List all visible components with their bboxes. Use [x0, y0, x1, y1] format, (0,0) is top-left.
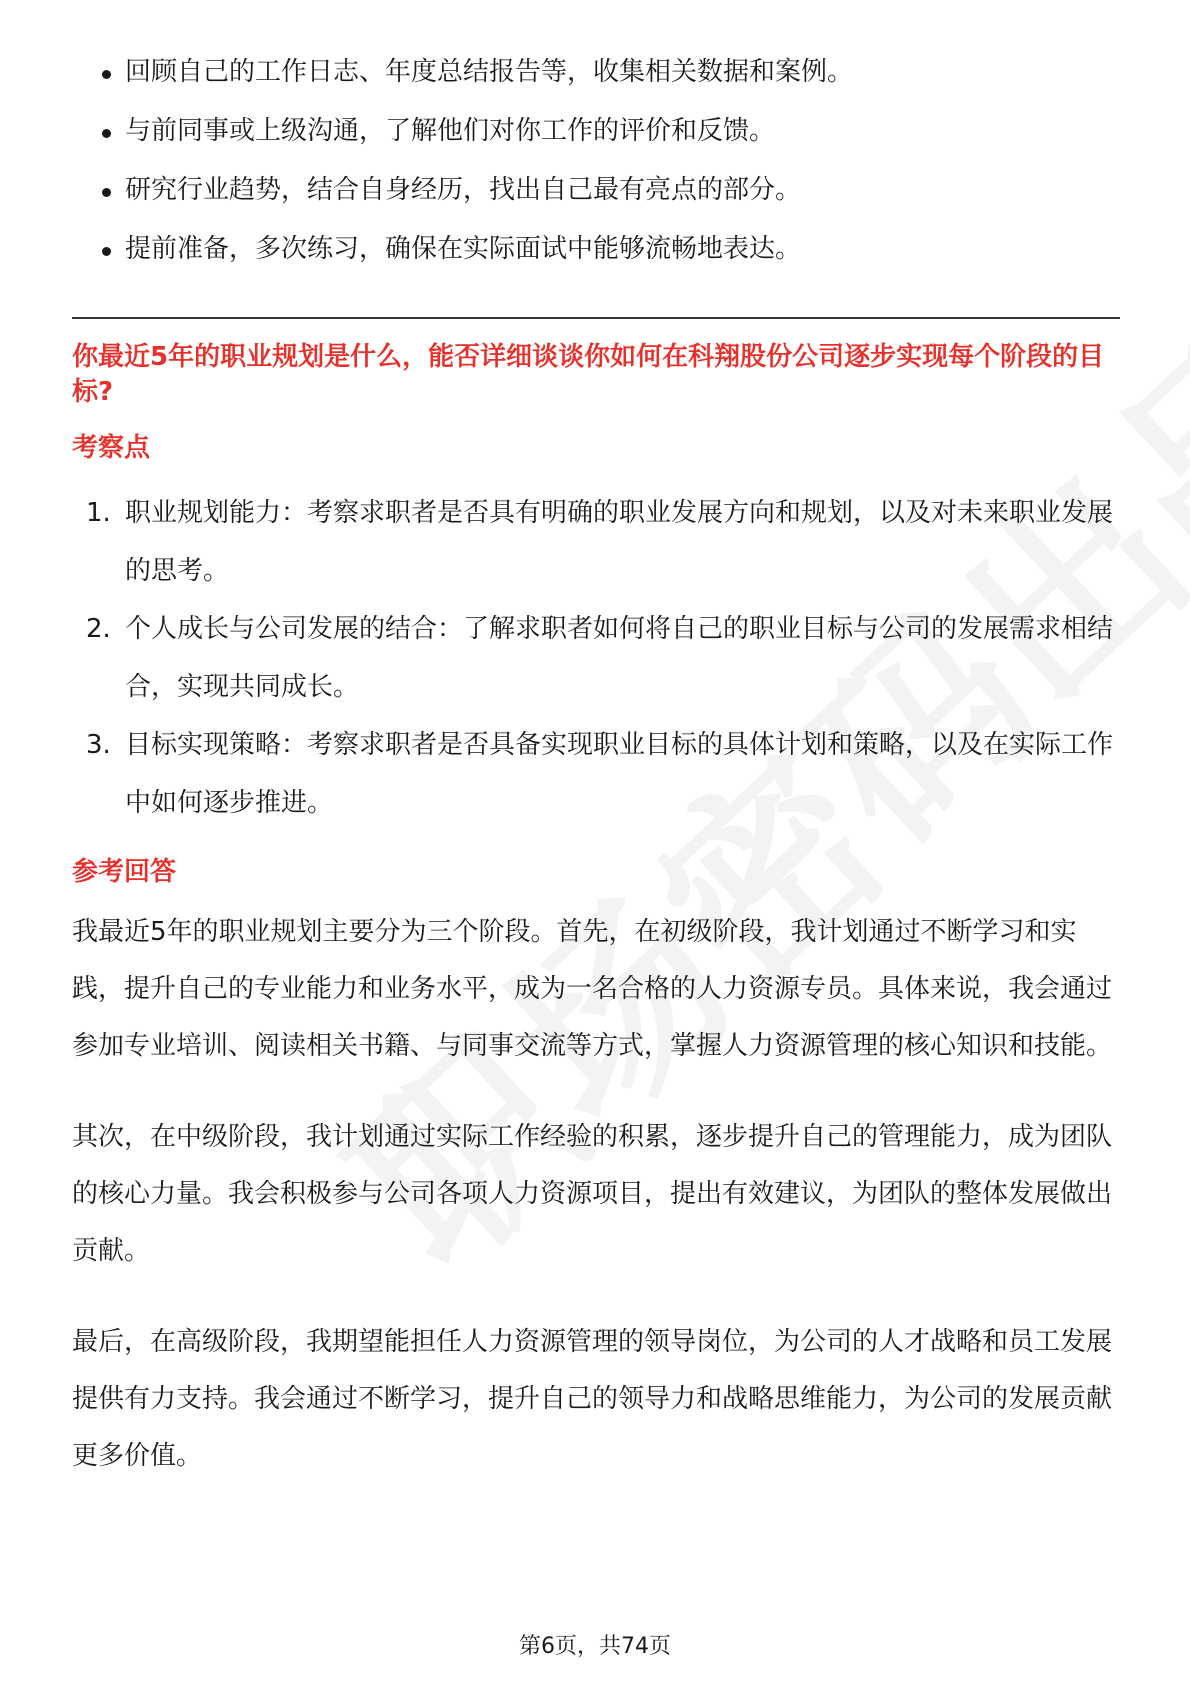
item-number: 1. [86, 498, 111, 528]
bullet-dot-icon [102, 247, 111, 256]
list-item [72, 170, 1120, 210]
point-text: 职业规划能力：考察求职者是否具有明确的职业发展方向和规划，以及对未来职业发展的思考。 [125, 498, 1114, 586]
answer-heading: 参考回答 [72, 857, 177, 887]
item-number: 3. [86, 730, 111, 760]
answer-paragraph: 最后，在高级阶段，我期望能担任人力资源管理的领导岗位，为公司的人才战略和员工发展提供有力支持。我会通过不断学习，提升自己的领导力和战略思维能力，为公司的发展贡献更多价值。 [72, 1327, 1113, 1471]
points-heading: 考察点 [72, 433, 151, 463]
list-item [72, 716, 1120, 832]
bullet-text: 提前准备，多次练习，确保在实际面试中能够流畅地表达。 [125, 234, 802, 264]
question-heading: 你最近5年的职业规划是什么，能否详细谈谈你如何在科翔股份公司逐步实现每个阶段的目标? [72, 342, 1105, 407]
list-item [72, 111, 1120, 151]
list-item [72, 229, 1120, 269]
bullet-text: 回顾自己的工作日志、年度总结报告等，收集相关数据和案例。 [125, 57, 854, 87]
answer-paragraph: 其次，在中级阶段，我计划通过实际工作经验的积累，逐步提升自己的管理能力，成为团队的核心力量。我会积极参与公司各项人力资源项目，提出有效建议，为团队的整体发展做出贡献。 [72, 1122, 1113, 1266]
section-divider [72, 317, 1120, 319]
preparation-bullet-list [72, 52, 1120, 269]
bullet-text: 与前同事或上级沟通，了解他们对你工作的评价和反馈。 [125, 116, 776, 146]
bullet-dot-icon [102, 70, 111, 79]
point-text: 个人成长与公司发展的结合：了解求职者如何将自己的职业目标与公司的发展需求相结合，实现共同成长。 [125, 614, 1114, 702]
item-number: 2. [86, 614, 111, 644]
bullet-dot-icon [102, 129, 111, 138]
point-text: 目标实现策略：考察求职者是否具备实现职业目标的具体计划和策略，以及在实际工作中如何逐步推进。 [125, 730, 1114, 818]
answer-paragraph: 我最近5年的职业规划主要分为三个阶段。首先，在初级阶段，我计划通过不断学习和实践，提升自己的专业能力和业务水平，成为一名合格的人力资源专员。具体来说，我会通过参加专业培训、阅读相关书籍、与同事交流等方式，掌握人力资源管理的核心知识和技能。 [72, 917, 1113, 1061]
bullet-dot-icon [102, 188, 111, 197]
list-item [72, 52, 1120, 92]
assessment-points-list [72, 484, 1120, 832]
page-content [72, 52, 1120, 1485]
page-number-footer: 第6页，共74页 [519, 1634, 671, 1659]
list-item [72, 484, 1120, 600]
bullet-text: 研究行业趋势，结合自身经历，找出自己最有亮点的部分。 [125, 175, 802, 205]
list-item [72, 600, 1120, 716]
